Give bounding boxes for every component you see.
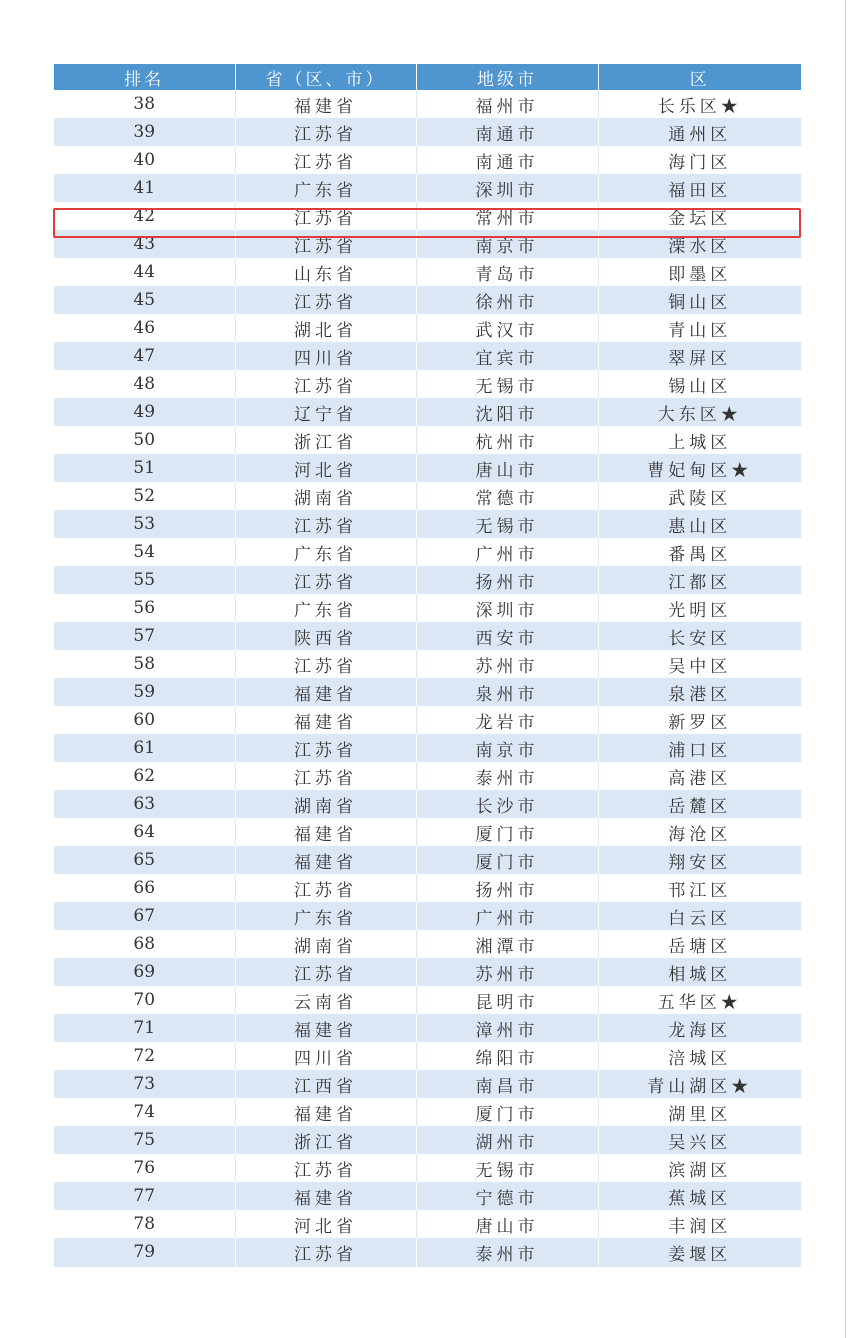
cell-province: 福建省 <box>235 1182 416 1210</box>
cell-city: 广州市 <box>416 902 598 930</box>
header-city: 地级市 <box>416 64 598 90</box>
cell-city: 宁德市 <box>416 1182 598 1210</box>
table-row <box>54 314 801 342</box>
cell-district: 江都区 <box>598 566 801 594</box>
table-row <box>54 1238 801 1267</box>
cell-city: 南通市 <box>416 146 598 174</box>
cell-province: 四川省 <box>235 1042 416 1070</box>
cell-district: 大东区★ <box>598 398 801 426</box>
table-row <box>54 454 801 482</box>
cell-province: 福建省 <box>235 846 416 874</box>
page-edge-divider <box>845 0 846 1338</box>
cell-district: 相城区 <box>598 958 801 986</box>
table-row <box>54 398 801 426</box>
cell-district: 岳麓区 <box>598 790 801 818</box>
cell-district: 丰润区 <box>598 1210 801 1238</box>
cell-district: 新罗区 <box>598 706 801 734</box>
cell-province: 江苏省 <box>235 370 416 398</box>
cell-rank: 38 <box>54 90 235 118</box>
cell-province: 福建省 <box>235 1014 416 1042</box>
cell-province: 福建省 <box>235 90 416 118</box>
cell-district: 福田区 <box>598 174 801 202</box>
cell-district: 湖里区 <box>598 1098 801 1126</box>
cell-rank: 71 <box>54 1014 235 1042</box>
cell-city: 广州市 <box>416 538 598 566</box>
table-row <box>54 370 801 398</box>
cell-city: 苏州市 <box>416 958 598 986</box>
cell-province: 广东省 <box>235 594 416 622</box>
table-row <box>54 258 801 286</box>
table-row <box>54 1126 801 1154</box>
cell-province: 江苏省 <box>235 118 416 146</box>
cell-city: 湖州市 <box>416 1126 598 1154</box>
cell-rank: 53 <box>54 510 235 538</box>
cell-district: 滨湖区 <box>598 1154 801 1182</box>
cell-district: 武陵区 <box>598 482 801 510</box>
cell-district: 高港区 <box>598 762 801 790</box>
cell-province: 江苏省 <box>235 202 416 230</box>
table-row <box>54 1210 801 1238</box>
cell-province: 福建省 <box>235 706 416 734</box>
cell-city: 长沙市 <box>416 790 598 818</box>
cell-city: 无锡市 <box>416 370 598 398</box>
cell-district: 海门区 <box>598 146 801 174</box>
cell-district: 蕉城区 <box>598 1182 801 1210</box>
cell-rank: 47 <box>54 342 235 370</box>
cell-city: 青岛市 <box>416 258 598 286</box>
cell-city: 深圳市 <box>416 594 598 622</box>
cell-district: 番禺区 <box>598 538 801 566</box>
table-row <box>54 174 801 202</box>
cell-rank: 58 <box>54 650 235 678</box>
cell-district: 翠屏区 <box>598 342 801 370</box>
cell-city: 无锡市 <box>416 510 598 538</box>
cell-rank: 72 <box>54 1042 235 1070</box>
table-row <box>54 818 801 846</box>
cell-district: 涪城区 <box>598 1042 801 1070</box>
cell-city: 厦门市 <box>416 846 598 874</box>
table-row <box>54 622 801 650</box>
table-row <box>54 426 801 454</box>
table-row <box>54 762 801 790</box>
cell-rank: 56 <box>54 594 235 622</box>
header-rank: 排名 <box>54 64 235 90</box>
cell-province: 湖南省 <box>235 930 416 958</box>
cell-rank: 74 <box>54 1098 235 1126</box>
cell-city: 杭州市 <box>416 426 598 454</box>
cell-district: 白云区 <box>598 902 801 930</box>
cell-city: 绵阳市 <box>416 1042 598 1070</box>
table-row <box>54 230 801 258</box>
cell-province: 湖南省 <box>235 482 416 510</box>
table-row <box>54 986 801 1014</box>
cell-city: 扬州市 <box>416 874 598 902</box>
cell-province: 福建省 <box>235 818 416 846</box>
cell-province: 云南省 <box>235 986 416 1014</box>
cell-rank: 68 <box>54 930 235 958</box>
cell-rank: 61 <box>54 734 235 762</box>
cell-rank: 55 <box>54 566 235 594</box>
cell-province: 江苏省 <box>235 286 416 314</box>
cell-rank: 67 <box>54 902 235 930</box>
cell-city: 厦门市 <box>416 818 598 846</box>
cell-province: 山东省 <box>235 258 416 286</box>
cell-province: 江苏省 <box>235 958 416 986</box>
table-row <box>54 1182 801 1210</box>
cell-rank: 64 <box>54 818 235 846</box>
cell-district: 吴兴区 <box>598 1126 801 1154</box>
table-row <box>54 1042 801 1070</box>
table-row <box>54 1098 801 1126</box>
table-header-row <box>54 64 801 90</box>
table-row <box>54 482 801 510</box>
cell-province: 浙江省 <box>235 1126 416 1154</box>
cell-district: 岳塘区 <box>598 930 801 958</box>
cell-rank: 73 <box>54 1070 235 1098</box>
table-row <box>54 790 801 818</box>
table-row <box>54 846 801 874</box>
cell-city: 无锡市 <box>416 1154 598 1182</box>
cell-rank: 70 <box>54 986 235 1014</box>
cell-rank: 75 <box>54 1126 235 1154</box>
table-row <box>54 146 801 174</box>
cell-province: 江苏省 <box>235 734 416 762</box>
cell-district: 吴中区 <box>598 650 801 678</box>
cell-province: 湖南省 <box>235 790 416 818</box>
cell-province: 浙江省 <box>235 426 416 454</box>
table-row <box>54 202 801 230</box>
cell-rank: 59 <box>54 678 235 706</box>
cell-city: 深圳市 <box>416 174 598 202</box>
cell-province: 江西省 <box>235 1070 416 1098</box>
table-row <box>54 1070 801 1098</box>
cell-city: 泰州市 <box>416 1238 598 1267</box>
table-body <box>54 90 801 1267</box>
cell-district: 即墨区 <box>598 258 801 286</box>
cell-rank: 60 <box>54 706 235 734</box>
cell-city: 常州市 <box>416 202 598 230</box>
cell-city: 漳州市 <box>416 1014 598 1042</box>
cell-rank: 45 <box>54 286 235 314</box>
cell-rank: 48 <box>54 370 235 398</box>
ranking-table <box>54 64 801 1267</box>
cell-rank: 54 <box>54 538 235 566</box>
cell-province: 四川省 <box>235 342 416 370</box>
cell-province: 江苏省 <box>235 1154 416 1182</box>
cell-district: 长安区 <box>598 622 801 650</box>
table-row <box>54 90 801 118</box>
table-row <box>54 958 801 986</box>
cell-province: 江苏省 <box>235 566 416 594</box>
table-row <box>54 118 801 146</box>
cell-province: 江苏省 <box>235 146 416 174</box>
cell-city: 武汉市 <box>416 314 598 342</box>
cell-city: 昆明市 <box>416 986 598 1014</box>
cell-district: 浦口区 <box>598 734 801 762</box>
cell-rank: 49 <box>54 398 235 426</box>
cell-city: 湘潭市 <box>416 930 598 958</box>
cell-city: 泰州市 <box>416 762 598 790</box>
table-row <box>54 734 801 762</box>
cell-city: 龙岩市 <box>416 706 598 734</box>
table-row <box>54 286 801 314</box>
cell-rank: 65 <box>54 846 235 874</box>
cell-city: 西安市 <box>416 622 598 650</box>
cell-rank: 66 <box>54 874 235 902</box>
table-row <box>54 510 801 538</box>
cell-rank: 79 <box>54 1238 235 1267</box>
cell-rank: 76 <box>54 1154 235 1182</box>
cell-district: 姜堰区 <box>598 1238 801 1267</box>
cell-province: 江苏省 <box>235 874 416 902</box>
table-row <box>54 1154 801 1182</box>
cell-city: 苏州市 <box>416 650 598 678</box>
cell-province: 湖北省 <box>235 314 416 342</box>
cell-rank: 40 <box>54 146 235 174</box>
table-row <box>54 902 801 930</box>
cell-district: 龙海区 <box>598 1014 801 1042</box>
cell-rank: 39 <box>54 118 235 146</box>
cell-province: 江苏省 <box>235 510 416 538</box>
cell-city: 唐山市 <box>416 1210 598 1238</box>
cell-city: 扬州市 <box>416 566 598 594</box>
cell-province: 江苏省 <box>235 650 416 678</box>
table-row <box>54 1014 801 1042</box>
table-row <box>54 566 801 594</box>
cell-province: 福建省 <box>235 1098 416 1126</box>
cell-district: 泉港区 <box>598 678 801 706</box>
cell-city: 厦门市 <box>416 1098 598 1126</box>
cell-province: 广东省 <box>235 538 416 566</box>
cell-district: 邗江区 <box>598 874 801 902</box>
cell-district: 惠山区 <box>598 510 801 538</box>
cell-district: 溧水区 <box>598 230 801 258</box>
cell-rank: 42 <box>54 202 235 230</box>
cell-rank: 52 <box>54 482 235 510</box>
cell-city: 南京市 <box>416 734 598 762</box>
cell-district: 铜山区 <box>598 286 801 314</box>
cell-rank: 46 <box>54 314 235 342</box>
cell-province: 福建省 <box>235 678 416 706</box>
cell-district: 青山区 <box>598 314 801 342</box>
cell-rank: 41 <box>54 174 235 202</box>
cell-province: 广东省 <box>235 902 416 930</box>
cell-city: 南京市 <box>416 230 598 258</box>
cell-province: 江苏省 <box>235 762 416 790</box>
cell-rank: 77 <box>54 1182 235 1210</box>
cell-district: 曹妃甸区★ <box>598 454 801 482</box>
cell-rank: 43 <box>54 230 235 258</box>
cell-district: 长乐区★ <box>598 90 801 118</box>
table-row <box>54 930 801 958</box>
cell-district: 上城区 <box>598 426 801 454</box>
cell-city: 泉州市 <box>416 678 598 706</box>
cell-district: 海沧区 <box>598 818 801 846</box>
cell-district: 通州区 <box>598 118 801 146</box>
cell-rank: 51 <box>54 454 235 482</box>
cell-province: 广东省 <box>235 174 416 202</box>
cell-rank: 63 <box>54 790 235 818</box>
cell-city: 唐山市 <box>416 454 598 482</box>
cell-rank: 50 <box>54 426 235 454</box>
cell-city: 南通市 <box>416 118 598 146</box>
cell-rank: 57 <box>54 622 235 650</box>
cell-rank: 44 <box>54 258 235 286</box>
cell-district: 翔安区 <box>598 846 801 874</box>
cell-city: 南昌市 <box>416 1070 598 1098</box>
cell-district: 金坛区 <box>598 202 801 230</box>
header-province: 省（区、市） <box>235 64 416 90</box>
cell-district: 锡山区 <box>598 370 801 398</box>
table-row <box>54 594 801 622</box>
cell-province: 河北省 <box>235 454 416 482</box>
cell-province: 陕西省 <box>235 622 416 650</box>
cell-rank: 78 <box>54 1210 235 1238</box>
table-row <box>54 650 801 678</box>
header-district: 区 <box>598 64 801 90</box>
table-row <box>54 538 801 566</box>
cell-province: 江苏省 <box>235 1238 416 1267</box>
cell-province: 河北省 <box>235 1210 416 1238</box>
cell-rank: 69 <box>54 958 235 986</box>
cell-city: 常德市 <box>416 482 598 510</box>
table-row <box>54 678 801 706</box>
cell-city: 沈阳市 <box>416 398 598 426</box>
table-row <box>54 874 801 902</box>
table-row <box>54 342 801 370</box>
table-row <box>54 706 801 734</box>
cell-rank: 62 <box>54 762 235 790</box>
cell-province: 辽宁省 <box>235 398 416 426</box>
cell-city: 徐州市 <box>416 286 598 314</box>
cell-district: 青山湖区★ <box>598 1070 801 1098</box>
cell-city: 宜宾市 <box>416 342 598 370</box>
cell-city: 福州市 <box>416 90 598 118</box>
cell-province: 江苏省 <box>235 230 416 258</box>
cell-district: 光明区 <box>598 594 801 622</box>
cell-district: 五华区★ <box>598 986 801 1014</box>
